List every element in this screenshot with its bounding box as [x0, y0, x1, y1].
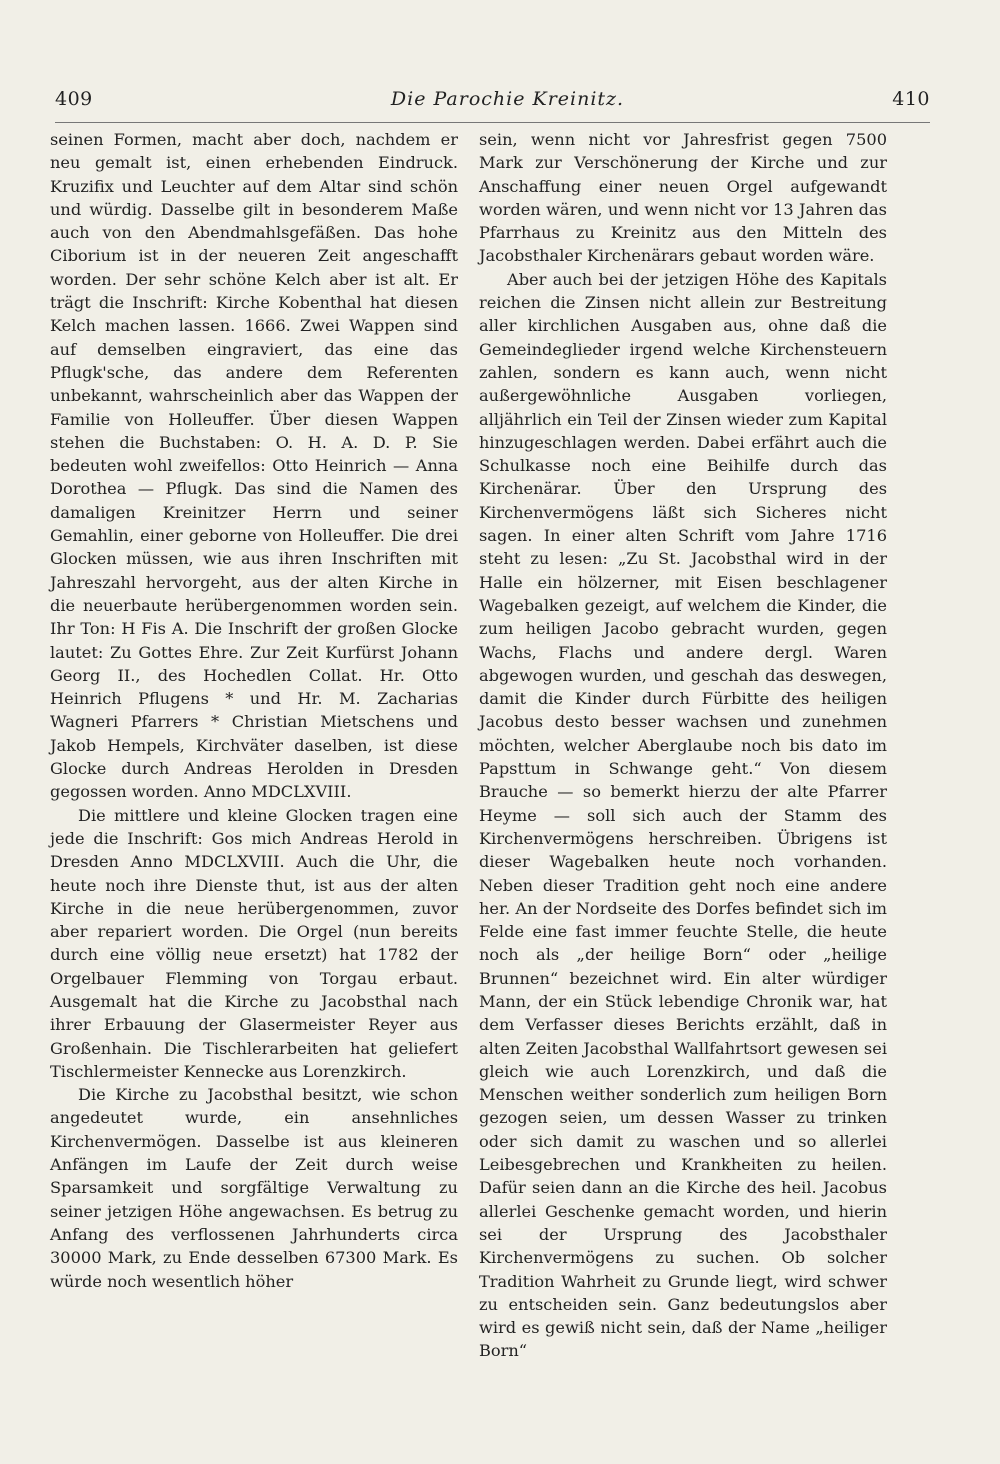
- paragraph: Die Kirche zu Jacobsthal besitzt, wie schon angedeutet wurde, ein ansehnliches Kirchenvermögen. Dasselbe ist aus kleineren Anfängen im Laufe der Zeit durch weise Sparsamkeit und sorgfältige Verwaltung zu seiner jetzigen Höhe angewachsen. Es betrug zu Anfang des verflossenen Jahrhunderts circa 30000 Mark, zu Ende desselben 67300 Mark. Es würde noch wesentlich höher: [50, 1085, 458, 1291]
- paragraph: sein, wenn nicht vor Jahresfrist gegen 7500 Mark zur Verschönerung der Kirche und zur Anschaffung einer neuen Orgel aufgewandt worden wären, und wenn nicht vor 13 Jahren das Pfarrhaus zu Kreinitz aus den Mitteln des Jacobsthaler Kirchenärars gebaut worden wäre.: [479, 130, 887, 266]
- left-column: [50, 128, 458, 1293]
- left-page-number: 409: [55, 88, 93, 110]
- header-rule: [55, 122, 930, 123]
- right-column: [479, 128, 887, 1363]
- paragraph: seinen Formen, macht aber doch, nachdem er neu gemalt ist, einen erhebenden Eindruck. Kruzifix und Leuchter auf dem Altar sind schön und würdig. Dasselbe gilt in besonderem Maße auch von den Abendmahlsgefäßen. Das hohe Ciborium ist in der neueren Zeit angeschafft worden. Der sehr schöne Kelch aber ist alt. Er trägt die Inschrift: Kirche Kobenthal hat diesen Kelch machen lassen. 1666. Zwei Wappen sind auf demselben eingraviert, das eine das Pflugk'sche, das andere dem Referenten unbekannt, wahrscheinlich aber das Wappen der Familie von Holleuffer. Über diesen Wappen stehen die Buchstaben: O. H. A. D. P. Sie bedeuten wohl zweifellos: Otto Heinrich — Anna Dorothea — Pflugk. Das sind die Namen des damaligen Kreinitzer Herrn und seiner Gemahlin, einer geborne von Holleuffer. Die drei Glocken müssen, wie aus ihren Inschriften mit Jahreszahl hervorgeht, aus der alten Kirche in die neuerbaute herübergenommen worden sein. Ihr Ton: H Fis A. Die Inschrift der großen Glocke lautet: Zu Gottes Ehre. Zur Zeit Kurfürst Johann Georg II., des Hochedlen Collat. Hr. Otto Heinrich Pflugens * und Hr. M. Zacharias Wagneri Pfarrers * Christian Mietschens und Jakob Hempels, Kirchväter daselben, ist diese Glocke durch Andreas Herolden in Dresden gegossen worden. Anno MDCLXVIII.: [50, 130, 458, 802]
- page-header: [55, 88, 960, 118]
- paragraph: Die mittlere und kleine Glocken tragen eine jede die Inschrift: Gos mich Andreas Herold in Dresden Anno MDCLXVIII. Auch die Uhr, die heute noch ihre Dienste thut, ist aus der alten Kirche in die neue herübergenommen, zuvor aber repariert worden. Die Orgel (nun bereits durch eine völlig neue ersetzt) hat 1782 der Orgelbauer Flemming von Torgau erbaut. Ausgemalt hat die Kirche zu Jacobsthal nach ihrer Erbauung der Glasermeister Reyer aus Großenhain. Die Tischlerarbeiten hat geliefert Tischlermeister Kennecke aus Lorenzkirch.: [50, 805, 458, 1081]
- right-page-number: 410: [892, 88, 930, 110]
- running-title: Die Parochie Kreinitz.: [390, 88, 625, 110]
- paragraph: Aber auch bei der jetzigen Höhe des Kapitals reichen die Zinsen nicht allein zur Bestreitung aller kirchlichen Ausgaben aus, ohne daß die Gemeindeglieder irgend welche Kirchensteuern zahlen, sondern es kann auch, wenn nicht außergewöhnliche Ausgaben vorliegen, alljährlich ein Teil der Zinsen wieder zum Kapital hinzugeschlagen werden. Dabei erfährt auch die Schulkasse noch eine Beihilfe durch das Kirchenärar. Über den Ursprung des Kirchenvermögens läßt sich Sicheres nicht sagen. In einer alten Schrift vom Jahre 1716 steht zu lesen: „Zu St. Jacobsthal wird in der Halle ein hölzerner, mit Eisen beschlagener Wagebalken gezeigt, auf welchem die Kinder, die zum heiligen Jacobo gebracht wurden, gegen Wachs, Flachs und andere dergl. Waren abgewogen wurden, und geschah das deswegen, damit die Kinder durch Fürbitte des heiligen Jacobus desto besser wachsen und zunehmen möchten, welcher Aberglaube noch bis dato im Papsttum in Schwange geht.“ Von diesem Brauche — so bemerkt hierzu der alte Pfarrer Heyme — soll sich auch der Stamm des Kirchenvermögens herschreiben. Übrigens ist dieser Wagebalken heute noch vorhanden. Neben dieser Tradition geht noch eine andere her. An der Nordseite des Dorfes befindet sich im Felde eine fast immer feuchte Stelle, die heute noch als „der heilige Born“ oder „heilige Brunnen“ bezeichnet wird. Ein alter würdiger Mann, der ein Stück lebendige Chronik war, hat dem Verfasser dieses Berichts erzählt, daß in alten Zeiten Jacobsthal Wallfahrtsort gewesen sei gleich wie auch Lorenzkirch, und daß die Menschen weither sonderlich zum heiligen Born gezogen seien, um dessen Wasser zu trinken oder sich damit zu waschen und so allerlei Leibesgebrechen und Krankheiten zu heilen. Dafür seien dann an die Kirche des heil. Jacobus allerlei Geschenke gemacht worden, und hierin sei der Ursprung des Jacobsthaler Kirchenvermögens zu suchen. Ob solcher Tradition Wahrheit zu Grunde liegt, wird schwer zu entscheiden sein. Ganz bedeutungslos aber wird es gewiß nicht sein, daß der Name „heiliger Born“: [479, 269, 887, 1361]
